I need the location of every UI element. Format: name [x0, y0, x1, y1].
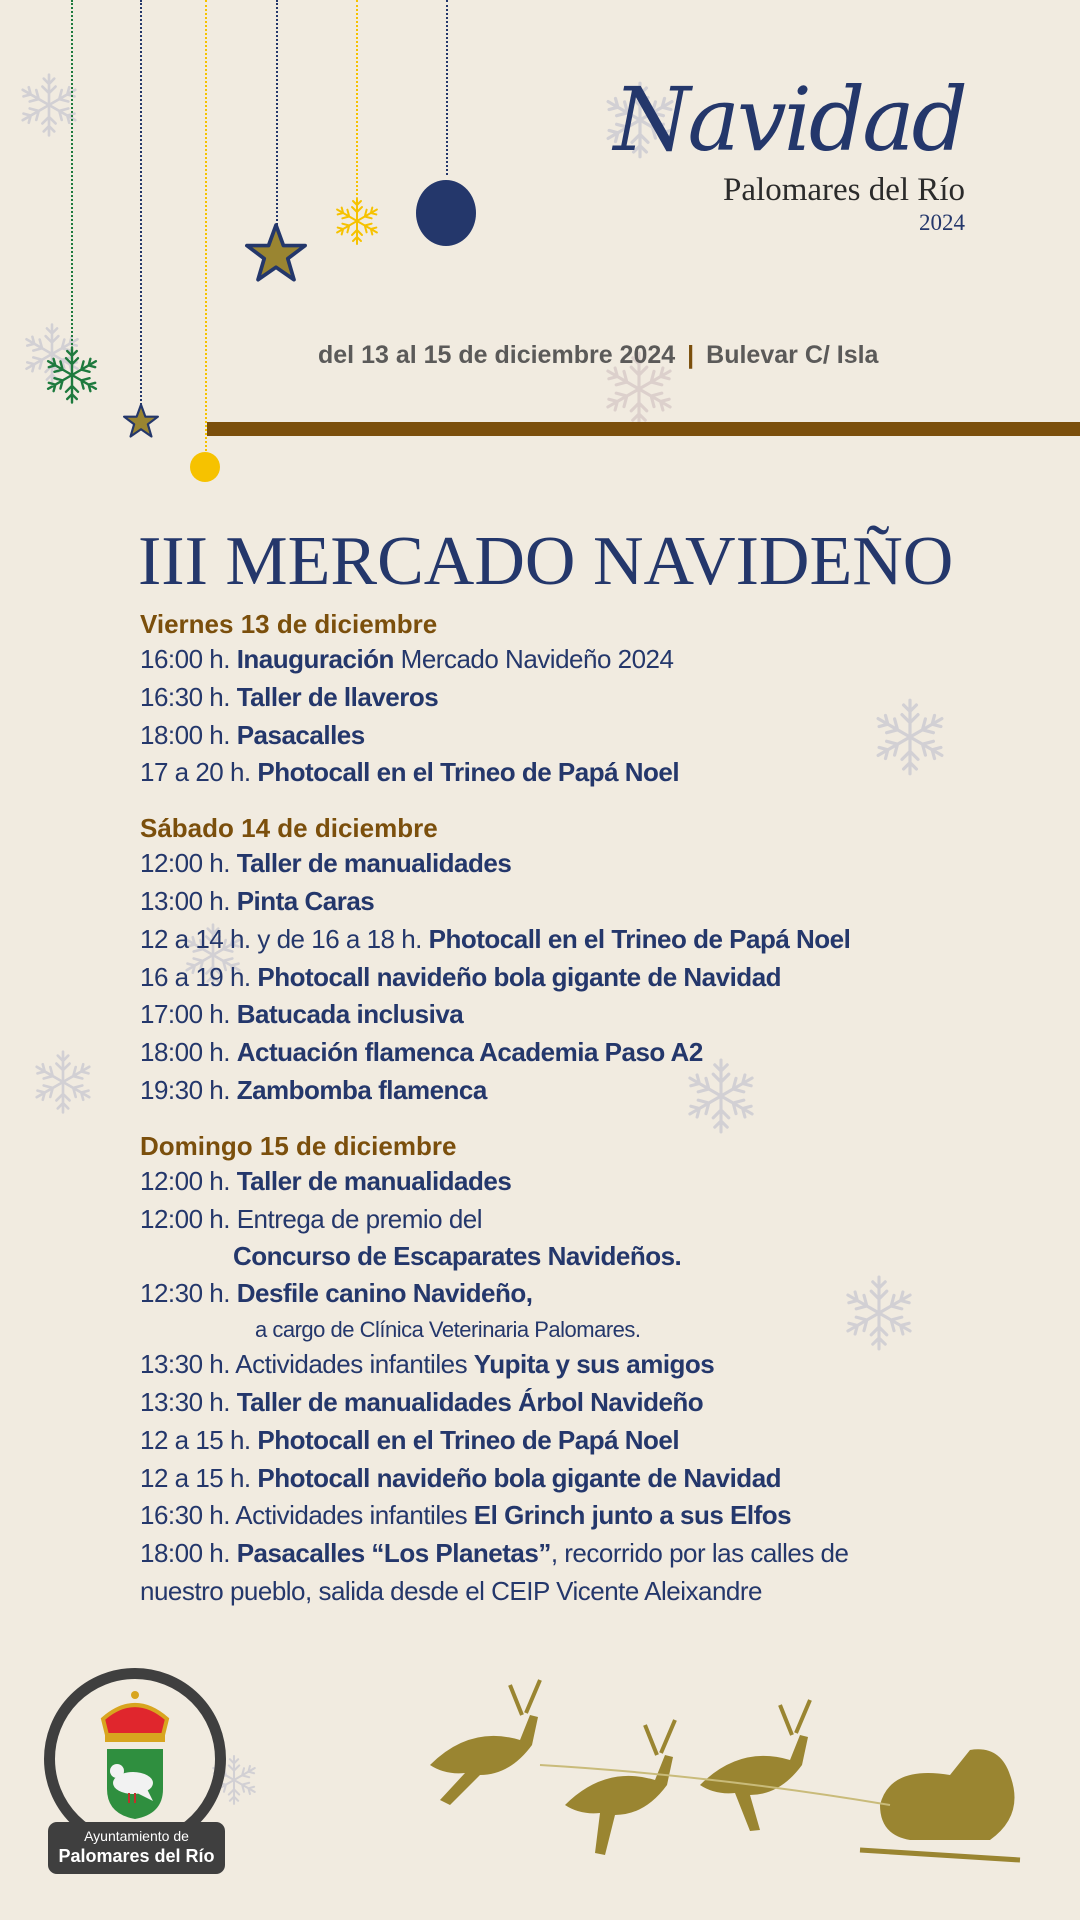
- star-ornament-icon: [245, 222, 307, 284]
- event-title: Pasacalles: [236, 719, 365, 750]
- event-title: Taller de manualidades: [236, 1165, 512, 1196]
- yellow-snowflake-ornament-icon: [332, 196, 382, 246]
- town-hall-label: [48, 1822, 225, 1874]
- event-time: 12:00 h.: [140, 848, 237, 879]
- schedule-item: [140, 1535, 1040, 1573]
- schedule-item: [140, 754, 1040, 792]
- day-heading: Viernes 13 de diciembre: [140, 609, 438, 639]
- green-snowflake-ornament-icon: [42, 345, 102, 405]
- event-continuation: nuestro pueblo, salida desde el CEIP Vicente Aleixandre: [140, 1575, 762, 1606]
- event-title: Pasacalles “Los Planetas”: [236, 1538, 551, 1569]
- date-location-line: [318, 341, 878, 370]
- event-description: Actividades infantiles: [235, 1500, 474, 1531]
- event-title: Photocall en el Trineo de Papá Noel: [257, 1424, 680, 1455]
- yellow-ball-ornament-icon: [190, 452, 220, 482]
- logo-line1: Ayuntamiento de: [84, 1828, 189, 1844]
- schedule-item: [140, 1034, 1040, 1072]
- event-dates: del 13 al 15 de diciembre 2024: [318, 341, 676, 369]
- schedule-item: [140, 959, 1040, 997]
- event-time: 18:00 h.: [140, 719, 237, 750]
- schedule-item: [140, 1275, 1040, 1313]
- event-time: 18:00 h.: [140, 1037, 237, 1068]
- event-title: Zambomba flamenca: [236, 1074, 487, 1105]
- event-time: 19:30 h.: [140, 1074, 237, 1105]
- schedule-item: [140, 1497, 1040, 1535]
- event-description: Entrega de premio del: [236, 1203, 483, 1234]
- ornament-string: [446, 0, 448, 175]
- reindeer-sleigh-illustration: [410, 1655, 1050, 1875]
- schedule-item: [140, 1384, 1040, 1422]
- shield-icon: [107, 1749, 163, 1819]
- page-title: III MERCADO NAVIDEÑO: [138, 523, 954, 600]
- event-time: 18:00 h.: [140, 1538, 237, 1569]
- event-time: 12:00 h.: [140, 1165, 237, 1196]
- event-location: Bulevar C/ Isla: [706, 341, 879, 369]
- schedule-item: [140, 1460, 1040, 1498]
- divider-bar: [207, 422, 1080, 436]
- event-time: 13:30 h.: [140, 1386, 237, 1417]
- town-name: Palomares del Río: [723, 172, 965, 208]
- crown-icon: [103, 1691, 167, 1742]
- ornament-string: [356, 0, 358, 195]
- ornament-string: [140, 0, 142, 405]
- schedule-item: [140, 1346, 1040, 1384]
- ornament-string: [205, 0, 207, 455]
- schedule-item: [140, 996, 1040, 1034]
- navidad-logo: Navidad: [613, 68, 965, 171]
- schedule-item: [140, 845, 1040, 883]
- schedule-item: [140, 641, 1040, 679]
- event-title: Actuación flamenca Academia Paso A2: [236, 1037, 703, 1068]
- ornament-string: [71, 0, 73, 345]
- event-title: Taller de manualidades Árbol Navideño: [236, 1386, 704, 1417]
- reindeer-icon: [430, 1680, 540, 1805]
- event-title: Photocall navideño bola gigante de Navidad: [257, 1462, 782, 1493]
- event-title: Photocall en el Trineo de Papá Noel: [257, 757, 680, 788]
- logo-line2: Palomares del Río: [58, 1846, 215, 1866]
- day-heading: Domingo 15 de diciembre: [140, 1130, 457, 1161]
- event-time: 13:30 h.: [140, 1349, 236, 1380]
- event-title: Yupita y sus amigos: [473, 1349, 715, 1380]
- event-title: Pinta Caras: [236, 885, 375, 916]
- event-description: Actividades infantiles: [235, 1349, 474, 1380]
- event-title: Batucada inclusiva: [236, 999, 464, 1030]
- event-title: Taller de llaveros: [236, 681, 439, 712]
- event-time: 16 a 19 h.: [140, 961, 258, 992]
- schedule-item: [140, 1163, 1040, 1201]
- event-title: El Grinch junto a sus Elfos: [473, 1500, 792, 1531]
- event-time: 12 a 15 h.: [140, 1462, 258, 1493]
- schedule-item: [140, 1072, 1040, 1110]
- event-time: 12 a 14 h. y de 16 a 18 h.: [140, 923, 429, 954]
- schedule-item: [140, 1422, 1040, 1460]
- separator: |: [687, 341, 695, 369]
- event-continuation: Concurso de Escaparates Navideños.: [233, 1241, 682, 1272]
- ornament-string: [276, 0, 278, 225]
- event-continuation: a cargo de Clínica Veterinaria Palomares.: [255, 1317, 641, 1343]
- day-section: [140, 1129, 1040, 1610]
- event-time: 13:00 h.: [140, 885, 237, 916]
- day-heading: Sábado 14 de diciembre: [140, 813, 438, 844]
- event-title: Inauguración: [236, 644, 394, 674]
- event-time: 12:00 h.: [140, 1203, 237, 1234]
- reindeer-icon: [565, 1720, 675, 1855]
- navy-ball-ornament-icon: [416, 180, 476, 246]
- day-section: [140, 607, 1040, 792]
- event-time: 16:30 h.: [140, 681, 237, 712]
- schedule-item: [140, 717, 1040, 755]
- event-description: , recorrido por las calles de: [550, 1538, 849, 1569]
- event-time: 16:00 h.: [140, 644, 237, 674]
- schedule-item: [140, 679, 1040, 717]
- schedule-item: [140, 1201, 1040, 1239]
- year: 2024: [919, 210, 965, 235]
- event-title: Desfile canino Navideño,: [236, 1278, 533, 1309]
- event-title: Photocall navideño bola gigante de Navidad: [257, 961, 782, 992]
- program-schedule: [140, 607, 1040, 1629]
- snowflake-icon: [30, 1049, 96, 1115]
- event-description: Mercado Navideño 2024: [393, 644, 674, 674]
- event-time: 12 a 15 h.: [140, 1424, 258, 1455]
- schedule-item: [140, 921, 1040, 959]
- reindeer-icon: [700, 1700, 810, 1831]
- event-time: 17:00 h.: [140, 999, 237, 1030]
- small-star-ornament-icon: [123, 403, 159, 439]
- event-time: 12:30 h.: [140, 1278, 237, 1309]
- event-title: Taller de manualidades: [236, 848, 512, 879]
- event-time: 16:30 h.: [140, 1500, 236, 1531]
- day-section: [140, 811, 1040, 1110]
- event-title: Photocall en el Trineo de Papá Noel: [428, 923, 851, 954]
- event-time: 17 a 20 h.: [140, 757, 258, 788]
- schedule-item: [140, 883, 1040, 921]
